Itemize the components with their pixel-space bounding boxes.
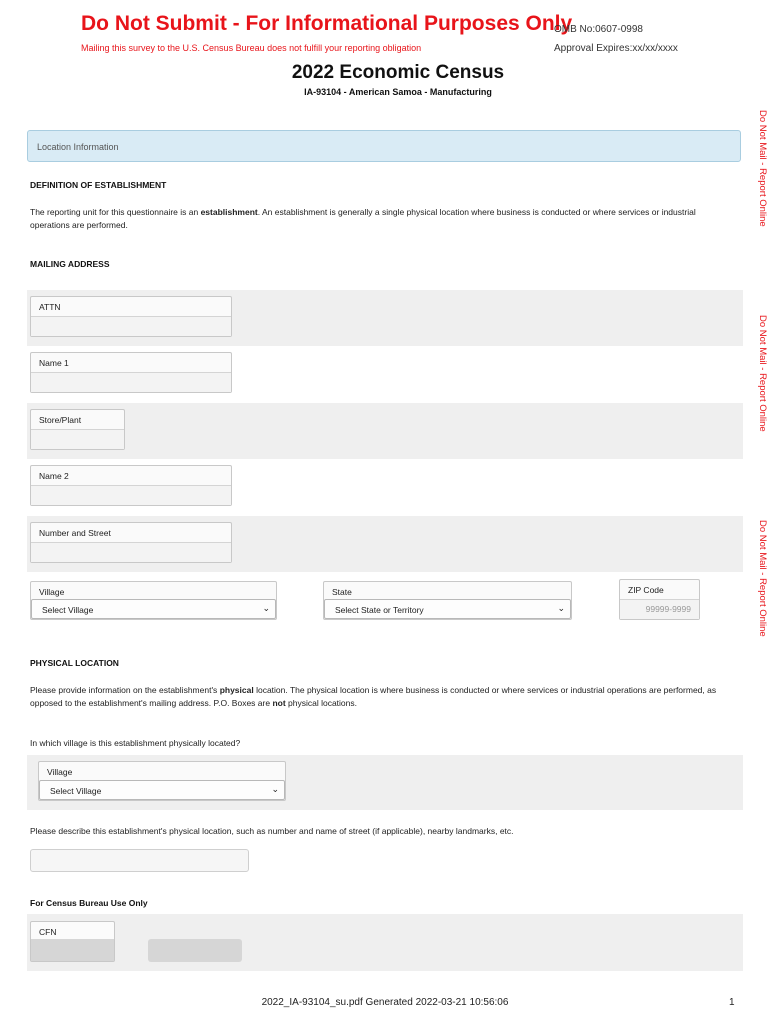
physical-description-input[interactable] <box>30 849 249 872</box>
state-field[interactable] <box>323 581 572 620</box>
name2-label: Name 2 <box>39 471 69 481</box>
banner-subtitle: Mailing this survey to the U.S. Census Bureau does not fulfill your reporting obligation <box>81 43 422 53</box>
census-use-heading: For Census Bureau Use Only <box>30 898 148 908</box>
street-field[interactable] <box>30 522 232 563</box>
street-row <box>27 516 743 572</box>
physical-village-select[interactable] <box>39 780 285 800</box>
name2-field[interactable] <box>30 465 232 506</box>
store-row <box>27 403 743 459</box>
chevron-down-icon: ⌄ <box>262 603 270 613</box>
definition-text: The reporting unit for this questionnaire is an establishment. An establishment is generally a single physical location where business is conducted or where services or industrial operations are performed. <box>30 207 696 230</box>
zip-label: ZIP Code <box>628 585 664 595</box>
name2-input[interactable] <box>31 485 231 505</box>
name1-input[interactable] <box>31 372 231 392</box>
village-question: In which village is this establishment physically located? <box>30 738 241 748</box>
mailing-village-field[interactable] <box>30 581 277 620</box>
side-note: Do Not Mail - Report Online <box>757 110 768 227</box>
banner-title: Do Not Submit - For Informational Purposes Only <box>81 12 573 35</box>
side-note: Do Not Mail - Report Online <box>757 315 768 432</box>
census-use-row <box>27 914 743 971</box>
approval-expires: Approval Expires:xx/xx/xxxx <box>554 43 678 54</box>
store-plant-label: Store/Plant <box>39 415 82 425</box>
state-label: State <box>332 587 352 597</box>
physical-village-row <box>27 755 743 810</box>
chevron-down-icon: ⌄ <box>271 784 279 794</box>
physical-location-heading: PHYSICAL LOCATION <box>30 658 119 668</box>
attn-input[interactable] <box>31 316 231 336</box>
zip-input[interactable] <box>620 599 699 619</box>
street-label: Number and Street <box>39 528 111 538</box>
attn-field[interactable] <box>30 296 232 337</box>
definition-heading: DEFINITION OF ESTABLISHMENT <box>30 180 167 190</box>
name1-label: Name 1 <box>39 358 69 368</box>
census-subtitle: IA-93104 - American Samoa - Manufacturing <box>304 87 492 97</box>
attn-label: ATTN <box>39 302 61 312</box>
location-section-header <box>27 130 741 162</box>
zip-field[interactable] <box>619 579 700 620</box>
cfn-secondary-input <box>148 939 242 962</box>
cfn-field[interactable] <box>30 921 115 962</box>
name1-field[interactable] <box>30 352 232 393</box>
attn-row <box>27 290 743 346</box>
physical-village-field[interactable] <box>38 761 286 801</box>
page-number: 1 <box>729 997 735 1008</box>
street-input[interactable] <box>31 542 231 562</box>
store-plant-field[interactable] <box>30 409 125 450</box>
physical-location-text: Please provide information on the establishment's physical location. The physical location is where business is conducted or where services or industrial operations are performed, as opposed to the establishment's mailing address. P.O. Boxes are not physical locations. <box>30 685 717 708</box>
zip-placeholder: 99999-9999 <box>645 604 691 614</box>
store-plant-input[interactable] <box>31 429 124 449</box>
state-value: Select State or Territory <box>335 605 424 615</box>
census-title: 2022 Economic Census <box>291 62 505 83</box>
describe-location-prompt: Please describe this establishment's physical location, such as number and name of street (if applicable), nearby landmarks, etc. <box>30 826 514 836</box>
mailing-village-select[interactable] <box>31 599 276 619</box>
name2-row <box>27 459 743 515</box>
name1-row <box>27 346 743 402</box>
cfn-label: CFN <box>39 927 57 937</box>
omb-number: OMB No:0607-0998 <box>554 24 643 35</box>
chevron-down-icon: ⌄ <box>557 603 565 613</box>
village-state-zip-row <box>27 574 743 628</box>
mailing-village-value: Select Village <box>42 605 94 615</box>
mailing-address-heading: MAILING ADDRESS <box>30 259 110 269</box>
state-select[interactable] <box>324 599 571 619</box>
side-note: Do Not Mail - Report Online <box>757 520 768 637</box>
physical-village-label: Village <box>47 767 73 777</box>
physical-village-value: Select Village <box>50 786 102 796</box>
location-section-title: Location Information <box>37 142 119 152</box>
mailing-village-label: Village <box>39 587 65 597</box>
page-footer: 2022_IA-93104_su.pdf Generated 2022-03-21 10:56:06 <box>261 997 509 1008</box>
cfn-input <box>31 939 114 961</box>
